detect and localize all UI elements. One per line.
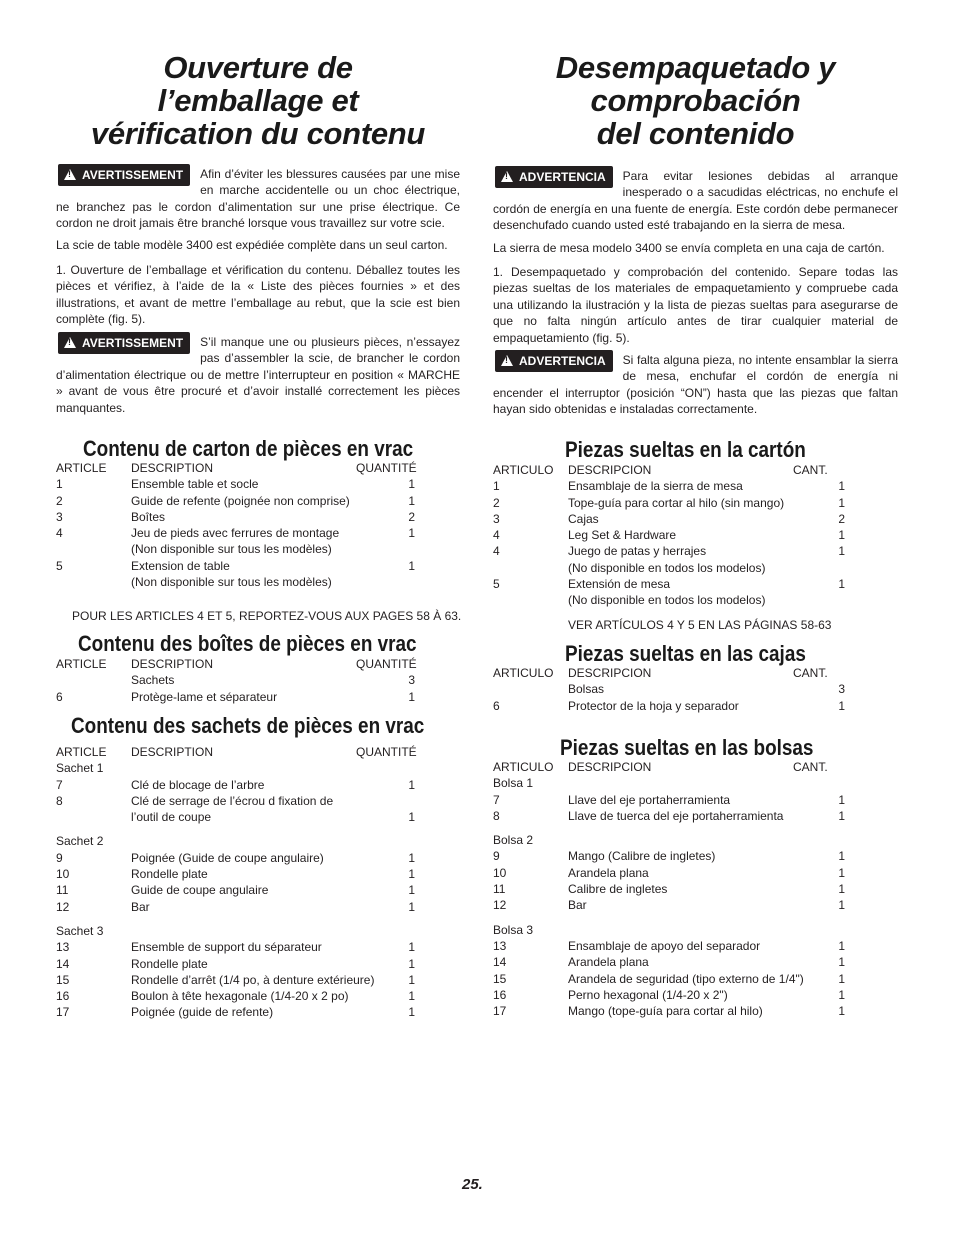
warning-badge: !AVERTISSEMENT (58, 164, 190, 186)
warning-badge: !ADVERTENCIA (495, 166, 613, 188)
table-row (56, 509, 460, 525)
table-header-row (56, 744, 460, 760)
table-row (56, 1004, 460, 1020)
warning-paragraph-2: !AVERTISSEMENT S’il manque une ou plusieurs pièces, n’essayez pas d’assembler la scie, de brancher le cordon d’alimentation électrique ou de mettre l’interrupteur en position « MARCHE » avant de vous être procuré et d’avoir installé correctement les pièces manquantes. (56, 334, 460, 416)
page-title-es: Desempaquetado y comprobación del contenido (555, 50, 836, 151)
parts-table-bags (493, 759, 898, 1019)
item-number: 11 (56, 883, 69, 898)
table-row (493, 1003, 898, 1019)
item-description: Juego de patas y herrajes (568, 544, 707, 559)
table-row (493, 576, 898, 592)
item-description: Guide de coupe angulaire (131, 883, 269, 898)
column-header: DESCRIPTION (131, 745, 214, 759)
table-row (56, 972, 460, 988)
table-row (56, 493, 460, 509)
item-number: 3 (493, 511, 500, 526)
item-number: 1 (56, 477, 63, 492)
section-title-carton: Piezas sueltas en la cartón (565, 437, 806, 462)
group-label: Sachet 2 (56, 834, 104, 849)
table-row (493, 865, 898, 881)
column-header: DESCRIPCION (568, 463, 652, 477)
item-number: 5 (56, 558, 63, 573)
column-header: ARTICULO (493, 463, 554, 477)
unpacking-paragraph: 1. Ouverture de l’emballage et vérification du contenu. Déballez toutes les pièces et vérifiez, à l’aide de la « Liste des pièces fournies » et des illustrations, et avant de mettre l’emballage au rebut, que la scie est bien complète (fig. 5). (56, 263, 460, 327)
item-description: Ensemble de support du séparateur (131, 940, 322, 955)
table-row (493, 543, 898, 559)
item-quantity: 1 (838, 865, 845, 880)
item-number: 7 (56, 777, 63, 792)
parts-table-carton (56, 460, 460, 590)
table-row (493, 881, 898, 897)
item-quantity: 1 (838, 479, 845, 494)
item-description: Boîtes (131, 509, 166, 524)
group-label: Sachet 3 (56, 923, 104, 938)
item-description: Llave de tuerca del eje portaherramienta (568, 808, 784, 823)
item-description: Arandela plana (568, 955, 649, 970)
item-number: 4 (56, 526, 63, 541)
item-description: Tope-guía para cortar al hilo (sin mango) (568, 495, 785, 510)
table-row (493, 971, 898, 987)
column-header: DESCRIPCION (568, 760, 652, 774)
column-header: CANT. (793, 463, 828, 477)
item-number: 1 (493, 479, 500, 494)
table-row (493, 527, 898, 543)
item-number: 16 (493, 987, 507, 1002)
item-number: 13 (56, 940, 70, 955)
item-quantity: 1 (838, 495, 845, 510)
group-label: Bolsa 3 (493, 922, 534, 937)
table-row (56, 899, 460, 915)
parts-table-boxes (493, 665, 898, 714)
item-description: (No disponible en todos los modelos) (568, 593, 766, 608)
item-description: Extension de table (131, 558, 230, 573)
table-row (56, 558, 460, 574)
item-quantity: 1 (838, 528, 845, 543)
item-number: 4 (493, 528, 500, 543)
table-header-row (493, 665, 898, 681)
table-row (493, 698, 898, 714)
item-number: 10 (493, 865, 507, 880)
item-description: Perno hexagonal (1/4-20 x 2") (568, 987, 728, 1002)
table-row (56, 777, 460, 793)
item-quantity: 1 (408, 810, 415, 825)
column-header: ARTICLE (56, 745, 107, 759)
item-description: Ensemble table et socle (131, 477, 259, 492)
item-quantity: 1 (838, 955, 845, 970)
item-description: Protector de la hoja y separador (568, 698, 739, 713)
item-quantity: 1 (408, 867, 415, 882)
unpacking-paragraph: 1. Desempaquetado y comprobación del contenido. Separe todas las piezas sueltas de los materiales de empaquetamiento y compruebe cada una utilizando la ilustración y la lista de piezas sueltas para asegurarse de que no falta ningún artículo antes de tirar cualquier material de empaquetamiento (fig. 5). (493, 265, 898, 345)
table-row (56, 956, 460, 972)
warning-badge: !AVERTISSEMENT (58, 332, 190, 354)
parts-table-bags (56, 744, 460, 1021)
item-number: 9 (493, 849, 500, 864)
column-header: ARTICULO (493, 666, 554, 680)
warning-badge: !ADVERTENCIA (495, 350, 613, 372)
table-row (493, 987, 898, 1003)
item-description: (No disponible en todos los modelos) (568, 560, 766, 575)
item-number: 13 (493, 938, 507, 953)
item-number: 3 (56, 509, 63, 524)
item-quantity: 1 (838, 898, 845, 913)
table-row (493, 792, 898, 808)
table-header-row (493, 759, 898, 775)
item-number: 2 (56, 493, 63, 508)
section-title-carton: Contenu de carton de pièces en vrac (83, 436, 414, 461)
item-description: Guide de refente (poignée non comprise) (131, 493, 350, 508)
item-quantity: 1 (408, 526, 415, 541)
column-header: ARTICULO (493, 760, 554, 774)
item-description: Rondelle plate (131, 956, 208, 971)
table-row (56, 525, 460, 541)
table-row (56, 793, 460, 809)
item-number: 7 (493, 792, 500, 807)
item-description: Rondelle d’arrêt (1/4 po, à denture extérieure) (131, 972, 375, 987)
table-row (56, 809, 460, 825)
intro-paragraph: La sierra de mesa modelo 3400 se envía completa en una caja de cartón. (493, 241, 885, 255)
table-row (56, 574, 460, 590)
item-number: 12 (493, 898, 507, 913)
table-row (56, 672, 460, 688)
item-description: Extensión de mesa (568, 577, 671, 592)
table-row (56, 988, 460, 1004)
item-quantity: 2 (838, 511, 845, 526)
item-number: 11 (493, 882, 506, 897)
table-header-row (56, 460, 460, 476)
note-items-4-5: VER ARTÍCULOS 4 Y 5 EN LAS PÁGINAS 58-63 (568, 618, 832, 632)
note-items-4-5: POUR LES ARTICLES 4 ET 5, REPORTEZ-VOUS AUX PAGES 58 À 63. (72, 609, 462, 623)
page-title-fr: Ouverture de l’emballage et vérification du contenu (90, 50, 426, 151)
item-number: 15 (493, 971, 507, 986)
item-description: Clé de blocage de l’arbre (131, 777, 265, 792)
column-header: CANT. (793, 666, 828, 680)
item-quantity: 1 (408, 477, 415, 492)
item-number: 8 (56, 793, 63, 808)
item-description: Leg Set & Hardware (568, 528, 677, 543)
table-row (56, 541, 460, 557)
item-number: 2 (493, 495, 500, 510)
group-label: Bolsa 2 (493, 833, 534, 848)
item-description: Jeu de pieds avec ferrures de montage (131, 526, 340, 541)
table-row (56, 882, 460, 898)
item-quantity: 1 (838, 987, 845, 1002)
item-number: 10 (56, 867, 70, 882)
page-number: 25. (462, 1176, 483, 1193)
item-quantity: 1 (408, 1005, 415, 1020)
section-title-boxes: Contenu des boîtes de pièces en vrac (78, 631, 417, 656)
item-quantity: 3 (838, 682, 845, 697)
item-quantity: 1 (408, 956, 415, 971)
item-quantity: 1 (838, 698, 845, 713)
item-quantity: 1 (408, 689, 415, 704)
item-number: 5 (493, 577, 500, 592)
item-description: Llave del eje portaherramienta (568, 792, 731, 807)
item-description: l’outil de coupe (131, 810, 212, 825)
item-description: Arandela de seguridad (tipo externo de 1/4") (568, 971, 804, 986)
column-header: DESCRIPTION (131, 657, 214, 671)
column-header: ARTICLE (56, 657, 107, 671)
table-header-row (56, 656, 460, 672)
item-number: 6 (56, 689, 63, 704)
warning-triangle-icon (501, 355, 513, 366)
item-quantity: 1 (408, 558, 415, 573)
item-number: 16 (56, 989, 70, 1004)
column-header: QUANTITÉ (356, 657, 417, 671)
column-header: CANT. (793, 760, 828, 774)
table-row (493, 511, 898, 527)
item-description: Mango (tope-guía para cortar al hilo) (568, 1004, 763, 1019)
group-label: Bolsa 1 (493, 776, 534, 791)
item-description: Boulon à tête hexagonale (1/4-20 x 2 po) (131, 989, 349, 1004)
item-number: 17 (493, 1004, 507, 1019)
table-row (56, 689, 460, 705)
item-quantity: 1 (838, 544, 845, 559)
item-quantity: 1 (408, 493, 415, 508)
table-header-row (493, 462, 898, 478)
table-row (493, 592, 898, 608)
item-quantity: 3 (408, 673, 415, 688)
table-row (56, 850, 460, 866)
item-description: Bar (131, 899, 150, 914)
item-description: Cajas (568, 511, 599, 526)
item-description: Poignée (guide de refente) (131, 1005, 274, 1020)
column-header: QUANTITÉ (356, 745, 417, 759)
column-header: ARTICLE (56, 461, 107, 475)
item-quantity: 1 (408, 883, 415, 898)
item-description: Sachets (131, 673, 175, 688)
table-row (493, 495, 898, 511)
item-number: 12 (56, 899, 70, 914)
table-row (56, 476, 460, 492)
item-quantity: 1 (408, 899, 415, 914)
item-number: 17 (56, 1005, 70, 1020)
item-quantity: 1 (838, 792, 845, 807)
section-title-boxes: Piezas sueltas en las cajas (565, 641, 806, 666)
table-row (493, 681, 898, 697)
item-description: Mango (Calibre de ingletes) (568, 849, 716, 864)
parts-table-carton (493, 462, 898, 609)
item-quantity: 1 (408, 972, 415, 987)
group-label: Sachet 1 (56, 761, 104, 776)
item-description: Ensamblaje de apoyo del separador (568, 938, 761, 953)
table-row (493, 478, 898, 494)
item-number: 15 (56, 972, 70, 987)
table-row (56, 866, 460, 882)
section-title-bags: Contenu des sachets de pièces en vrac (71, 713, 425, 738)
item-description: Bar (568, 898, 587, 913)
warning-triangle-icon (501, 171, 513, 182)
item-quantity: 1 (838, 971, 845, 986)
item-quantity: 1 (838, 882, 845, 897)
warning-triangle-icon (64, 169, 76, 180)
item-quantity: 1 (838, 1004, 845, 1019)
item-quantity: 1 (408, 850, 415, 865)
column-header: DESCRIPTION (131, 461, 214, 475)
table-row (493, 560, 898, 576)
warning-paragraph-1: !ADVERTENCIA Para evitar lesiones debidas al arranque inesperado o a sacudidas eléctricas, no enchufe el cordón de energía en una fuente de energía. Este cordón debe permanecer desenchufado cuando usted esté trabajando en la sierra de mesa. (493, 168, 898, 234)
item-description: (Non disponible sur tous les modèles) (131, 542, 332, 557)
table-row (493, 938, 898, 954)
item-quantity: 1 (408, 777, 415, 792)
item-quantity: 2 (408, 509, 415, 524)
item-number: 6 (493, 698, 500, 713)
section-title-bags: Piezas sueltas en las bolsas (560, 735, 814, 760)
table-row (493, 897, 898, 913)
item-number: 14 (493, 955, 507, 970)
table-row (493, 954, 898, 970)
table-row (56, 939, 460, 955)
item-quantity: 1 (838, 849, 845, 864)
item-quantity: 1 (408, 989, 415, 1004)
intro-paragraph: La scie de table modèle 3400 est expédiée complète dans un seul carton. (56, 238, 448, 252)
item-description: Bolsas (568, 682, 605, 697)
item-description: Rondelle plate (131, 867, 208, 882)
item-description: Poignée (Guide de coupe angulaire) (131, 850, 324, 865)
item-quantity: 1 (838, 808, 845, 823)
item-number: 4 (493, 544, 500, 559)
parts-table-boxes (56, 656, 460, 705)
item-number: 8 (493, 808, 500, 823)
warning-paragraph-1: !AVERTISSEMENT Afin d’éviter les blessures causées par une mise en marche accidentelle ou un choc électrique, ne branchez pas le cordon d’alimentation sur une prise électrique. Ce cordon ne droit jamais être branché lorsque vous travaillez sur votre scie. (56, 166, 460, 232)
item-quantity: 1 (408, 940, 415, 955)
warning-triangle-icon (64, 337, 76, 348)
item-quantity: 1 (838, 938, 845, 953)
item-description: Ensamblaje de la sierra de mesa (568, 479, 743, 494)
warning-paragraph-2: !ADVERTENCIA Si falta alguna pieza, no intente ensamblar la sierra de mesa, enchufar el cordón de energía ni encender el interruptor (posición “ON”) hasta que las piezas que faltan hayan sido obtenidas e instaladas correctamente. (493, 352, 898, 418)
item-description: Protège-lame et séparateur (131, 689, 278, 704)
column-header: DESCRIPCION (568, 666, 652, 680)
item-description: Calibre de ingletes (568, 882, 668, 897)
item-description: Clé de serrage de l’écrou d fixation de (131, 793, 334, 808)
table-row (493, 808, 898, 824)
item-description: Arandela plana (568, 865, 649, 880)
item-quantity: 1 (838, 577, 845, 592)
table-row (493, 848, 898, 864)
item-description: (Non disponible sur tous les modèles) (131, 575, 332, 590)
item-number: 14 (56, 956, 70, 971)
column-header: QUANTITÉ (356, 461, 417, 475)
item-number: 9 (56, 850, 63, 865)
